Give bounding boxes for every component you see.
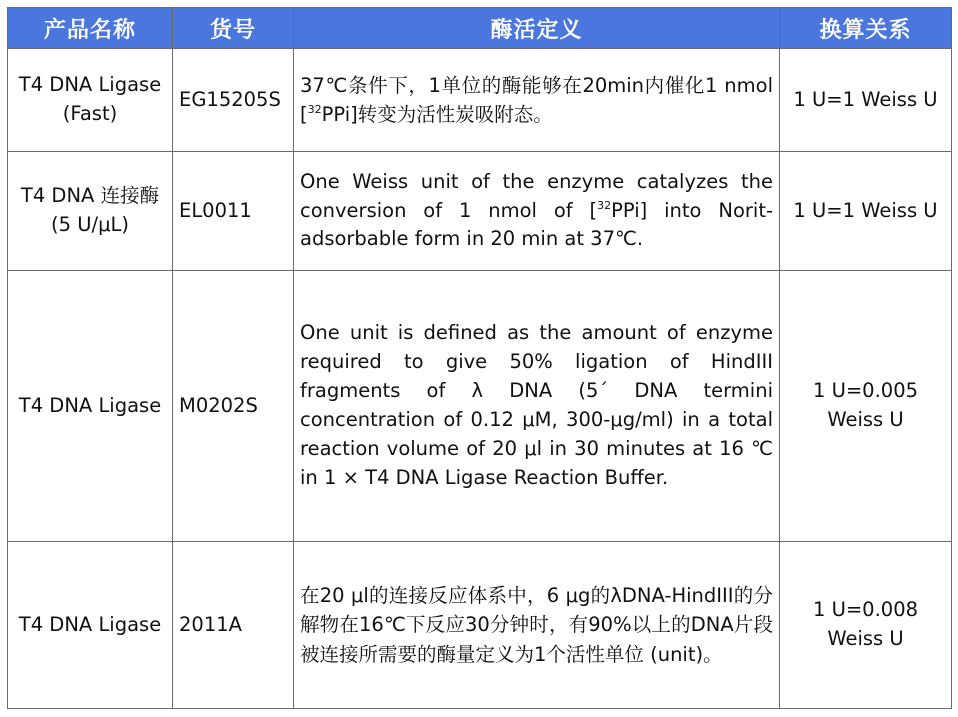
table-row (8, 542, 952, 709)
header-row (8, 8, 952, 49)
table-row (8, 271, 952, 542)
catalog-number-cell: M0202S (173, 271, 294, 542)
conversion-cell: 1 U=0.008 Weiss U (780, 542, 952, 709)
product-name-cell: T4 DNA Ligase (8, 271, 173, 542)
activity-definition-cell (294, 49, 780, 152)
isotope-superscript: 32 (307, 103, 322, 116)
definition-text: One Weiss unit of the enzyme catalyzes the conversion of 1 nmol of [ (300, 169, 773, 222)
enzyme-unit-table (7, 7, 952, 709)
conversion-cell: 1 U=1 Weiss U (780, 152, 952, 271)
table-row (8, 152, 952, 271)
conversion-cell: 1 U=0.005 Weiss U (780, 271, 952, 542)
header-catalog-number: 货号 (173, 8, 294, 49)
table-row (8, 49, 952, 152)
activity-definition-cell: 在20 μl的连接反应体系中，6 μg的λDNA-HindIII的分解物在16℃下反应30分钟时，有90%以上的DNA片段被连接所需要的酶量定义为1个活性单位 (unit)。 (294, 542, 780, 709)
catalog-number-cell: EG15205S (173, 49, 294, 152)
product-name-cell: T4 DNA 连接酶 (5 U/μL) (8, 152, 173, 271)
definition-text: 37℃条件下，1单位的酶能够在20min内催化1 nmol [ (300, 73, 773, 126)
product-name-cell: T4 DNA Ligase (Fast) (8, 49, 173, 152)
catalog-number-cell: 2011A (173, 542, 294, 709)
enzyme-unit-table-container (7, 7, 952, 709)
header-product-name: 产品名称 (8, 8, 173, 49)
activity-definition-cell (294, 152, 780, 271)
isotope-superscript: 32 (597, 198, 612, 212)
definition-text: PPi]转变为活性炭吸附态。 (321, 103, 553, 126)
conversion-cell: 1 U=1 Weiss U (780, 49, 952, 152)
activity-definition-cell: One unit is defined as the amount of enzyme required to give 50% ligation of HindIII fragments of λ DNA (5´ DNA termini concentration of 0.12 μM, 300-μg/ml) in a total reaction volume of 20 μl in 30 minutes at 16 ℃ in 1 × T4 DNA Ligase Reaction Buffer. (294, 271, 780, 542)
definition-text: PPi] into Norit-adsorbable form in 20 min at 37℃. (300, 198, 774, 251)
catalog-number-cell: EL0011 (173, 152, 294, 271)
header-activity-definition: 酶活定义 (294, 8, 780, 49)
product-name-cell: T4 DNA Ligase (8, 542, 173, 709)
header-conversion: 换算关系 (780, 8, 952, 49)
